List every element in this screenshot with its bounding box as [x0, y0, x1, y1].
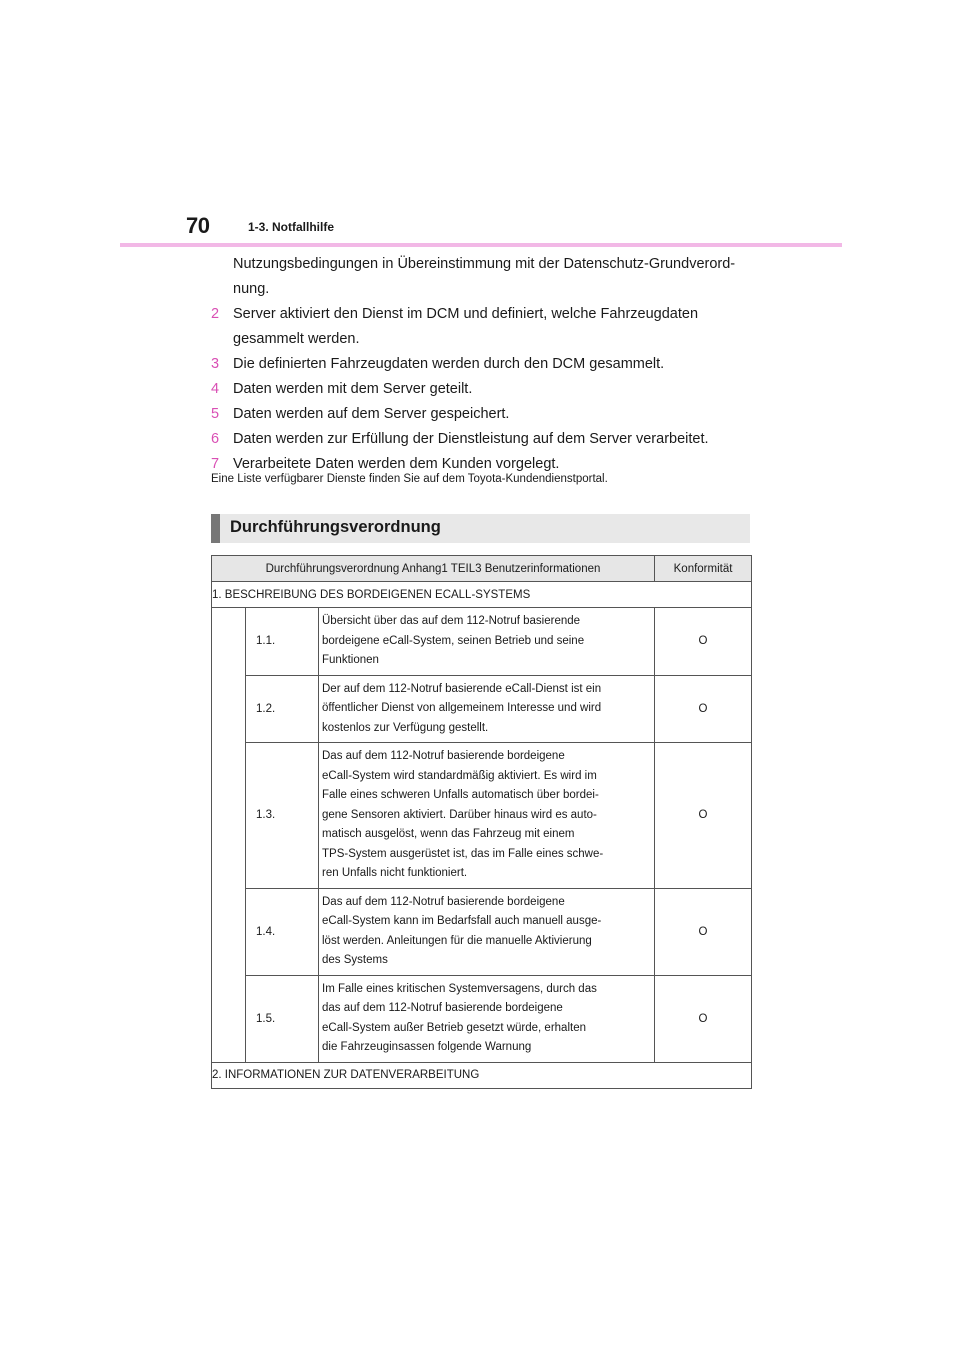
row-description: [319, 608, 655, 676]
continuation-line: Nutzungsbedingungen in Übereinstimmung mit der Datenschutz-Grundverord-: [233, 256, 736, 272]
description-line: Der auf dem 112-Notruf basierende eCall-Dienst ist ein: [322, 682, 602, 695]
step-line: Verarbeitete Daten werden dem Kunden vorgelegt.: [233, 456, 560, 472]
column-header-requirement: Durchführungsverordnung Anhang1 TEIL3 Benutzerinformationen: [212, 556, 655, 582]
row-conformity: O: [655, 975, 752, 1062]
step-number: 3: [211, 356, 220, 372]
row-conformity: O: [655, 608, 752, 676]
description-line: öffentlicher Dienst von allgemeinem Interesse und wird: [322, 702, 602, 714]
section-title-bar: [211, 514, 750, 543]
step-line: Daten werden mit dem Server geteilt.: [233, 381, 473, 397]
section-header: 1-3. Notfallhilfe: [248, 220, 335, 234]
step-text: [233, 302, 756, 352]
table-row: [212, 888, 752, 975]
description-line: bordeigene eCall-System, seinen Betrieb und seine: [322, 634, 585, 647]
description-line: das auf dem 112-Notruf basierende bordeigene: [322, 1002, 563, 1014]
table-row: [212, 608, 752, 676]
table-section-row: [212, 582, 752, 608]
description-line: eCall-System wird standardmäßig aktiviert. Es wird im: [322, 769, 597, 782]
step-line: Die definierten Fahrzeugdaten werden durch den DCM gesammelt.: [233, 356, 665, 372]
step-line: Server aktiviert den Dienst im DCM und definiert, welche Fahrzeugdaten: [233, 306, 699, 322]
step-item: [211, 402, 756, 427]
description-line: die Fahrzeuginsassen folgende Warnung: [322, 1041, 532, 1053]
description-line: gene Sensoren aktiviert. Darüber hinaus wird es auto-: [322, 808, 597, 821]
description-line: ren Unfalls nicht funktioniert.: [322, 867, 468, 879]
description-line: kostenlos zur Verfügung gestellt.: [322, 721, 489, 734]
row-description: [319, 975, 655, 1062]
step-item: [211, 352, 756, 377]
continuation-line: nung.: [233, 281, 270, 297]
step-item: [211, 427, 756, 452]
column-header-conformity: Konformität: [655, 556, 752, 582]
step-text: [233, 377, 756, 402]
table-row: [212, 743, 752, 889]
page-number: 70: [186, 213, 210, 238]
step-line: Daten werden zur Erfüllung der Dienstleistung auf dem Server verarbeitet.: [233, 431, 709, 447]
step-number: 7: [211, 456, 220, 472]
portal-note: Eine Liste verfügbarer Dienste finden Sie auf dem Toyota-Kundendienstportal.: [211, 473, 608, 485]
row-conformity: O: [655, 743, 752, 889]
description-line: matisch ausgelöst, wenn das Fahrzeug mit einem: [322, 828, 575, 840]
description-line: eCall-System kann im Bedarfsfall auch manuell ausge-: [322, 915, 602, 927]
row-index: 1.2.: [246, 675, 319, 743]
section-title: Durchführungsverordnung: [230, 518, 441, 536]
step-line: Daten werden auf dem Server gespeichert.: [233, 406, 510, 422]
step-number: 4: [211, 381, 220, 397]
row-description: [319, 675, 655, 743]
step-line: gesammelt werden.: [233, 331, 360, 347]
step-text: [233, 402, 756, 427]
step-number: 5: [211, 406, 220, 422]
step-number: 6: [211, 431, 220, 447]
table-row: [212, 675, 752, 743]
row-index: 1.3.: [246, 743, 319, 889]
description-line: eCall-System außer Betrieb gesetzt würde, erhalten: [322, 1021, 586, 1034]
description-line: Das auf dem 112-Notruf basierende bordeigene: [322, 750, 565, 762]
table-section-row: [212, 1062, 752, 1088]
row-index: 1.4.: [246, 888, 319, 975]
description-line: löst werden. Anleitungen für die manuelle Aktivierung: [322, 934, 592, 947]
step-text: [233, 352, 756, 377]
step-text: [233, 427, 756, 452]
section-2-heading: 2. INFORMATIONEN ZUR DATENVERARBEITUNG: [212, 1062, 752, 1088]
description-line: Falle eines schweren Unfalls automatisch über bordei-: [322, 789, 599, 801]
row-conformity: O: [655, 888, 752, 975]
section-1-heading: 1. BESCHREIBUNG DES BORDEIGENEN ECALL-SYSTEMS: [212, 582, 752, 608]
step-number: 2: [211, 306, 220, 322]
row-index: 1.5.: [246, 975, 319, 1062]
row-index: 1.1.: [246, 608, 319, 676]
table-row: [212, 975, 752, 1062]
step-item: [211, 377, 756, 402]
row-description: [319, 888, 655, 975]
description-line: des Systems: [322, 954, 388, 966]
description-line: Im Falle eines kritischen Systemversagens, durch das: [322, 982, 597, 995]
continuation-paragraph: [211, 252, 756, 302]
regulation-table: [211, 555, 752, 1089]
description-line: TPS-System ausgerüstet ist, das im Falle eines schwe-: [322, 847, 604, 860]
steps-list: [211, 252, 756, 477]
description-line: Funktionen: [322, 654, 379, 666]
step-item: [211, 302, 756, 352]
description-line: Das auf dem 112-Notruf basierende bordeigene: [322, 895, 565, 908]
row-conformity: O: [655, 675, 752, 743]
indent-cell: [212, 608, 246, 1063]
header-rule: [120, 243, 842, 247]
row-description: [319, 743, 655, 889]
description-line: Übersicht über das auf dem 112-Notruf basierende: [322, 615, 581, 627]
